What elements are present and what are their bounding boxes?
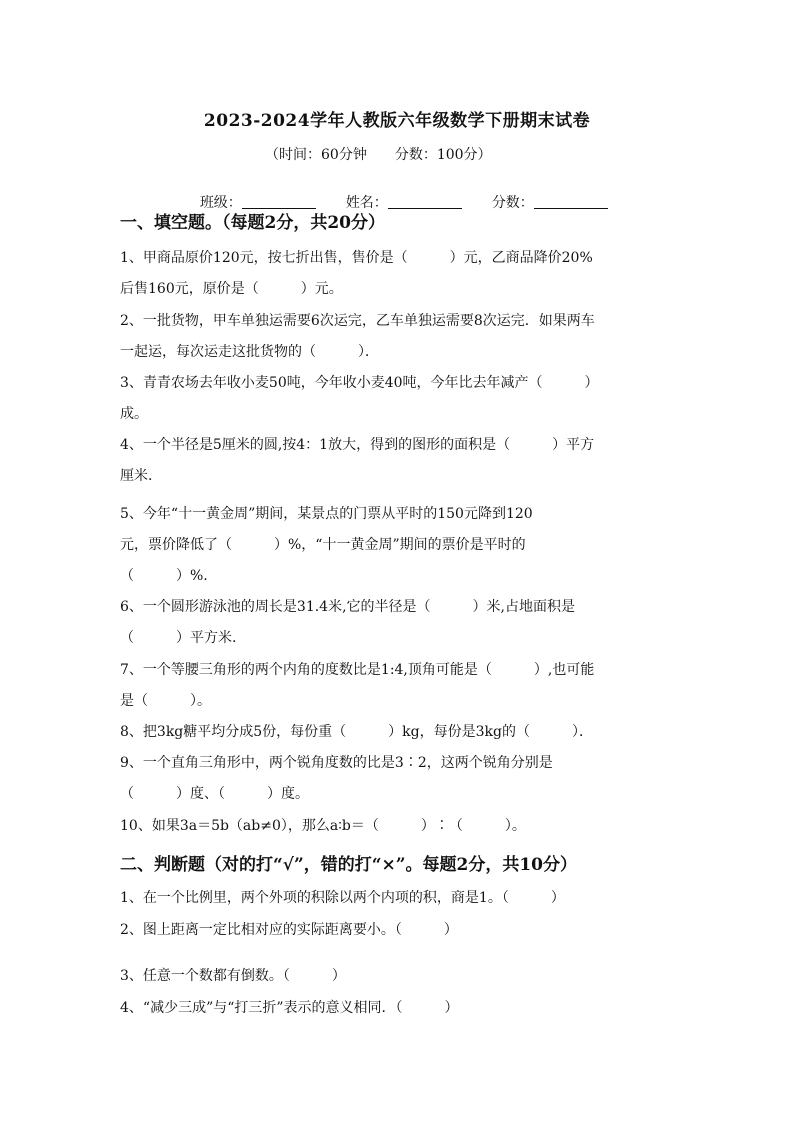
question-line: 8、把3kg糖平均分成5份，每份重（ ）kg，每份是3kg的（ ）．	[120, 724, 593, 740]
question-line: 10、如果3a＝5b（ab≠0），那么a∶b＝（ ）∶（ ）。	[120, 818, 526, 834]
question-line: 厘米.	[120, 468, 153, 484]
question-line: （ ）平方米.	[120, 630, 237, 646]
question-line: 2、一批货物，甲车单独运需要6次运完，乙车单独运需要8次运完．如果两车	[120, 313, 595, 329]
class-label: 班级：	[199, 195, 242, 211]
question-line: 2、图上距离一定比相对应的实际距离要小。（ ）	[120, 922, 458, 938]
question-line: 一起运，每次运走这批货物的（ ）．	[120, 344, 379, 360]
question-line: 4、一个半径是5厘米的圆,按4：1放大，得到的图形的面积是（ ）平方	[120, 437, 595, 453]
name-label: 姓名：	[345, 195, 388, 211]
question-line: 5、今年“十一黄金周”期间，某景点的门票从平时的150元降到120	[120, 506, 533, 522]
exam-subtitle: （时间：60分钟 分数：100分）	[265, 147, 492, 163]
section-1-heading: 一、填空题。（每题2分，共20分）	[120, 213, 385, 233]
question-line: 1、甲商品原价120元，按七折出售，售价是（ ）元，乙商品降价20%	[120, 250, 593, 266]
question-line: 4、“减少三成”与“打三折”表示的意义相同．（ ）	[120, 1000, 459, 1016]
score-blank	[534, 208, 608, 209]
score-label: 分数：	[491, 195, 534, 211]
question-line: 后售160元，原价是（ ）元。	[120, 281, 343, 297]
name-blank	[388, 208, 462, 209]
question-line: 9、一个直角三角形中，两个锐角度数的比是3∶2，这两个锐角分别是	[120, 755, 553, 771]
question-line: 1、在一个比例里，两个外项的积除以两个内项的积，商是1。（ ）	[120, 890, 565, 906]
question-line: （ ）度、（ ）度。	[120, 786, 309, 802]
section-2-heading: 二、判断题（对的打“√”，错的打“×”。每题2分，共10分）	[120, 855, 578, 875]
question-line: 元，票价降低了（ ）%，“十一黄金周”期间的票价是平时的	[120, 537, 526, 553]
exam-title: 2023-2024学年人教版六年级数学下册期末试卷	[203, 111, 591, 131]
question-line: 3、青青农场去年收小麦50吨，今年收小麦40吨，今年比去年减产（ ）	[120, 375, 599, 391]
question-line: （ ）%.	[120, 568, 208, 584]
question-line: 7、一个等腰三角形的两个内角的度数比是1:4,顶角可能是（ ）,也可能	[120, 662, 595, 678]
question-line: 是（ ）。	[120, 693, 211, 709]
question-line: 3、任意一个数都有倒数。（ ）	[120, 968, 346, 984]
question-line: 成。	[120, 406, 148, 422]
question-line: 6、一个圆形游泳池的周长是31.4米,它的半径是（ ）米,占地面积是	[120, 599, 575, 615]
